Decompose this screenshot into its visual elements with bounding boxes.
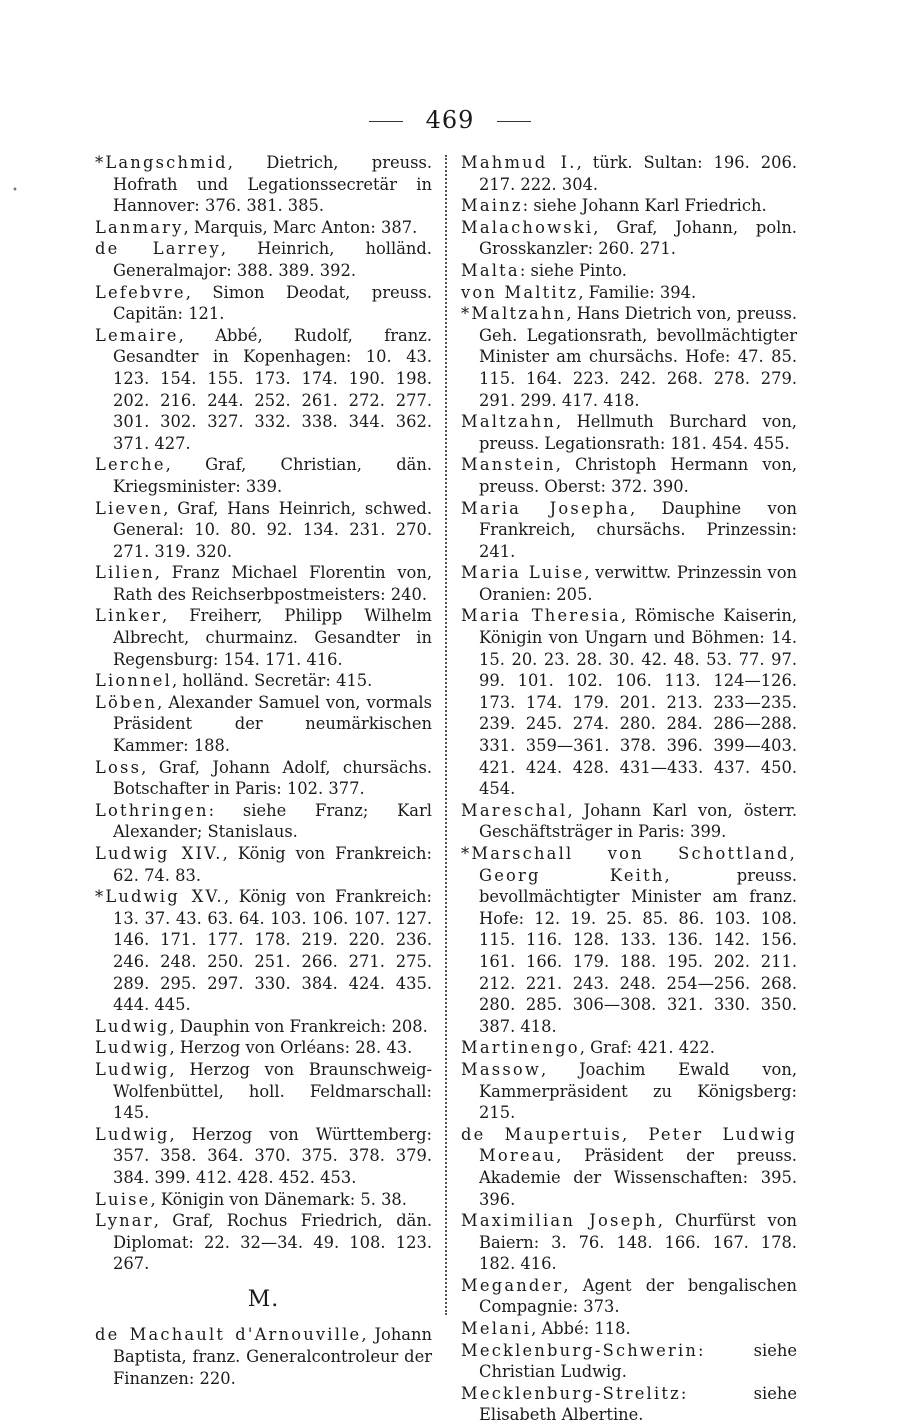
- index-entry: [95, 1189, 432, 1211]
- index-entry-name: Linker: [95, 606, 162, 626]
- index-entry-detail: : siehe Pinto.: [519, 260, 627, 280]
- index-entry: [461, 411, 797, 454]
- index-entry: [461, 1210, 797, 1275]
- index-entry-detail: , türk. Sultan: 196. 206. 217. 222. 304.: [479, 153, 797, 194]
- index-entry: [95, 1059, 432, 1124]
- index-entry-name: Massow: [461, 1059, 542, 1079]
- index-entry: [95, 217, 432, 239]
- index-entry-name: Lemaire: [95, 325, 179, 345]
- index-entry: [461, 1340, 797, 1383]
- index-entry: [95, 843, 432, 886]
- index-entry: [95, 238, 432, 281]
- index-entry-name: Lionnel: [95, 671, 173, 691]
- index-entry-name: Luise: [95, 1189, 151, 1209]
- index-entry: [95, 1016, 432, 1038]
- right-entries: [461, 152, 797, 1426]
- index-entry: [461, 303, 797, 411]
- index-entry-name: Martinengo: [461, 1038, 580, 1058]
- index-entry-detail: : siehe Franz; Karl Alexander; Stanislaus.: [113, 800, 432, 842]
- index-entry-name: Mahmud I.: [461, 153, 577, 172]
- index-entry: [461, 1318, 797, 1340]
- index-entry: [461, 605, 797, 799]
- index-entry-name: Melani: [461, 1319, 532, 1339]
- column-divider: [445, 155, 447, 1315]
- index-entry: [461, 152, 797, 195]
- index-entry-detail: , Graf: 421. 422.: [579, 1038, 715, 1058]
- index-entry-name: *Langschmid: [95, 153, 228, 172]
- index-entry: [461, 843, 797, 1037]
- index-entry-name: Mareschal: [461, 800, 568, 820]
- index-entry: [461, 1383, 797, 1426]
- index-entry-name: Maria Josepha: [461, 498, 631, 518]
- index-entry-name: de Machault d'Arnouville: [95, 1325, 362, 1345]
- left-entries-before: [95, 152, 432, 1275]
- index-entry-name: Lieven: [95, 498, 164, 518]
- index-entry: [95, 498, 432, 563]
- index-entry: [95, 692, 432, 757]
- index-entry-detail: , Christoph Hermann von, preuss. Oberst: 372. 390.: [479, 455, 797, 496]
- index-entry: [461, 217, 797, 260]
- index-entry: [461, 1059, 797, 1124]
- index-entry-detail: , Agent der bengalischen Compagnie: 373.: [479, 1275, 797, 1317]
- index-entry-name: *Maltzahn: [461, 304, 567, 324]
- index-entry-detail: , Graf, Rochus Friedrich, dän. Diplomat: 22. 32—34. 49. 108. 123. 267.: [113, 1211, 432, 1274]
- index-entry-name: Löben: [95, 692, 158, 712]
- index-entry-detail: , holländ. Secretär: 415.: [172, 671, 373, 691]
- index-entry-detail: : siehe Christian Ludwig.: [479, 1340, 797, 1382]
- index-entry-detail: , Freiherr, Philipp Wilhelm Albrecht, churmainz. Gesandter in Regensburg: 154. 171. 416.: [113, 606, 432, 669]
- index-entry: [95, 152, 432, 217]
- index-entry-name: *Marschall von Schottland, Georg Keith: [461, 844, 797, 885]
- index-entry-name: Maria Luise: [461, 563, 585, 583]
- index-entry-detail: , Königin von Dänemark: 5. 38.: [150, 1189, 407, 1209]
- index-entry-detail: , Präsident der preuss. Akademie der Wissenschaften: 395. 396.: [479, 1146, 797, 1209]
- right-column: [461, 152, 797, 1426]
- index-entry-detail: , Alexander Samuel von, vormals Präsident der neumärkischen Kammer: 188.: [113, 692, 432, 756]
- index-entry-detail: , Graf, Hans Heinrich, schwed. General: 10. 80. 92. 134. 231. 270. 271. 319. 320.: [113, 498, 432, 561]
- index-entry-detail: , Hellmuth Burchard von, preuss. Legationsrath: 181. 454. 455.: [479, 412, 797, 453]
- index-entry-name: Maximilian Joseph: [461, 1211, 658, 1231]
- index-entry: [95, 282, 432, 325]
- index-entry: [461, 498, 797, 563]
- index-entry-detail: , Abbé, Rudolf, franz. Gesandter in Kopenhagen: 10. 43. 123. 154. 155. 173. 174. 190. 198. 202. 216. 244. 252. 261. 272. 277. 301. 302. 327. 332. 338. 344. 362. 371. 427.: [113, 325, 432, 453]
- index-entry-name: Lilien: [95, 563, 155, 583]
- index-entry-name: Malta: [461, 260, 520, 280]
- index-entry: [95, 1124, 432, 1189]
- index-entry: [461, 260, 797, 282]
- index-entry-detail: , Graf, Johann Adolf, chursächs. Botschafter in Paris: 102. 377.: [113, 757, 432, 799]
- index-entry-name: Mainz: [461, 196, 523, 216]
- index-entry: [461, 1124, 797, 1210]
- page-number-rule-right: [497, 121, 531, 122]
- index-entry-name: Megander: [461, 1275, 564, 1295]
- index-entry: [95, 562, 432, 605]
- index-entry-detail: , Churfürst von Baiern: 3. 76. 148. 166. 167. 178. 182. 416.: [479, 1211, 797, 1274]
- index-entry-detail: , Herzog von Orléans: 28. 43.: [169, 1038, 413, 1058]
- index-entry-detail: , König von Frankreich: 62. 74. 83.: [113, 844, 432, 885]
- index-entry-name: Ludwig: [95, 1124, 170, 1144]
- index-entry: [461, 282, 797, 304]
- index-entry: [95, 454, 432, 497]
- left-column: [95, 152, 432, 1389]
- index-entry: [461, 1275, 797, 1318]
- index-entry-name: Ludwig XIV.: [95, 844, 223, 863]
- index-entry-detail: , Franz Michael Florentin von, Rath des Reichserbpostmeisters: 240.: [113, 563, 432, 604]
- page-number: [0, 106, 900, 134]
- index-entry-name: Malachowski: [461, 217, 594, 237]
- index-entry: [95, 1210, 432, 1275]
- index-entry-detail: , Graf, Johann, poln. Grosskanzler: 260. 271.: [479, 217, 797, 259]
- index-entry-detail: , Abbé: 118.: [531, 1319, 631, 1339]
- index-entry-detail: , Dietrich, preuss. Hofrath und Legationssecretär in Hannover: 376. 381. 385.: [113, 153, 432, 216]
- index-entry-detail: , Römische Kaiserin, Königin von Ungarn und Böhmen: 14. 15. 20. 23. 28. 30. 42. 48. 53. 77. 97. 99. 101. 102. 106. 113. 124—126. 173. 174. 179. 201. 213. 233—235. 239. 245. 274. 280. 284. 286—288. 331. 359—361. 378. 396. 399—403. 421. 424. 428. 431—433. 437. 450. 454.: [479, 606, 798, 799]
- index-entry-name: Lanmary: [95, 217, 184, 237]
- index-entry-name: Mecklenburg-Schwerin: [461, 1340, 699, 1360]
- index-entry-name: Lynar: [95, 1211, 154, 1231]
- index-entry-detail: , Herzog von Braunschweig-Wolfenbüttel, holl. Feldmarschall: 145.: [113, 1059, 432, 1123]
- index-entry-name: Ludwig: [95, 1059, 170, 1079]
- section-letter: M.: [247, 1286, 280, 1312]
- index-entry: [461, 1037, 797, 1059]
- index-entry-name: von Maltitz: [461, 282, 579, 302]
- index-entry: [95, 605, 432, 670]
- index-entry-detail: , Dauphin von Frankreich: 208.: [169, 1016, 428, 1036]
- index-entry: [461, 454, 797, 497]
- index-entry-name: Manstein: [461, 455, 556, 475]
- index-entry-detail: , Johann Karl von, österr. Geschäftsträger in Paris: 399.: [479, 800, 797, 842]
- index-entry-detail: , Herzog von Württemberg: 357. 358. 364. 370. 375. 378. 379. 384. 399. 412. 428. 452. 453.: [113, 1124, 432, 1187]
- index-entry-name: Loss: [95, 757, 142, 777]
- index-entry-detail: , verwittw. Prinzessin von Oranien: 205.: [479, 563, 797, 604]
- index-entry-detail: , Hans Dietrich von, preuss. Geh. Legationsrath, bevollmächtigter Minister am chursächs. Hofe: 47. 85. 115. 164. 223. 242. 268. 278. 279. 291. 299. 417. 418.: [479, 304, 797, 410]
- index-entry-detail: , Familie: 394.: [578, 282, 697, 302]
- index-entry: [95, 886, 432, 1016]
- left-entries-after: [95, 1324, 432, 1389]
- index-entry-detail: : siehe Elisabeth Albertine.: [479, 1383, 797, 1425]
- index-entry-name: Maria Theresia: [461, 606, 621, 626]
- index-entry-name: *Ludwig XV.: [95, 887, 224, 907]
- index-entry-detail: , König von Frankreich: 13. 37. 43. 63. 64. 103. 106. 107. 127. 146. 171. 177. 178. 219. 220. 236. 246. 248. 250. 251. 266. 271. 275. 289. 295. 297. 330. 384. 424. 435. 444. 445.: [113, 887, 432, 1015]
- index-entry-detail: , Simon Deodat, preuss. Capitän: 121.: [113, 282, 432, 324]
- index-entry: [95, 325, 432, 455]
- index-entry-name: de Maupertuis, Peter Ludwig Moreau: [461, 1124, 797, 1166]
- index-entry: [95, 1324, 432, 1389]
- index-entry-detail: : siehe Johann Karl Friedrich.: [522, 196, 767, 216]
- index-entry: [95, 670, 432, 692]
- index-entry-detail: , Marquis, Marc Anton: 387.: [183, 217, 418, 237]
- index-entry-detail: , preuss. bevollmächtigter Minister am franz. Hofe: 12. 19. 25. 85. 86. 103. 108. 115. 116. 128. 133. 136. 142. 156. 161. 166. 179. 188. 195. 202. 211. 212. 221. 243. 248. 254—256. 268. 280. 285. 306—308. 321. 330. 350. 387. 418.: [479, 865, 797, 1036]
- page-number-text: 469: [425, 106, 475, 134]
- index-entry-name: Maltzahn: [461, 412, 556, 432]
- index-entry-detail: , Johann Baptista, franz. Generalcontroleur der Finanzen: 220.: [113, 1325, 432, 1388]
- index-entry-name: de Larrey: [95, 239, 221, 259]
- index-entry-name: Lerche: [95, 455, 166, 475]
- index-entry-name: Lefebvre: [95, 282, 186, 302]
- index-entry: [95, 800, 432, 843]
- index-entry-name: Mecklenburg-Strelitz: [461, 1383, 681, 1403]
- index-entry-name: Ludwig: [95, 1038, 170, 1058]
- index-entry-name: Ludwig: [95, 1016, 170, 1036]
- index-entry-detail: , Dauphine von Frankreich, chursächs. Prinzessin: 241.: [479, 498, 797, 561]
- index-entry: [461, 562, 797, 605]
- index-entry-detail: , Joachim Ewald von, Kammerpräsident zu Königsberg: 215.: [479, 1059, 797, 1123]
- index-entry: [461, 800, 797, 843]
- index-entry-detail: , Graf, Christian, dän. Kriegsminister: 339.: [113, 455, 432, 496]
- index-entry-detail: , Heinrich, holländ. Generalmajor: 388. 389. 392.: [113, 239, 432, 280]
- page-number-rule-left: [369, 121, 403, 122]
- margin-speck: •: [12, 185, 18, 196]
- index-entry: [461, 195, 797, 217]
- index-entry-name: Lothringen: [95, 800, 209, 820]
- index-entry: [95, 757, 432, 800]
- index-entry: [95, 1037, 432, 1059]
